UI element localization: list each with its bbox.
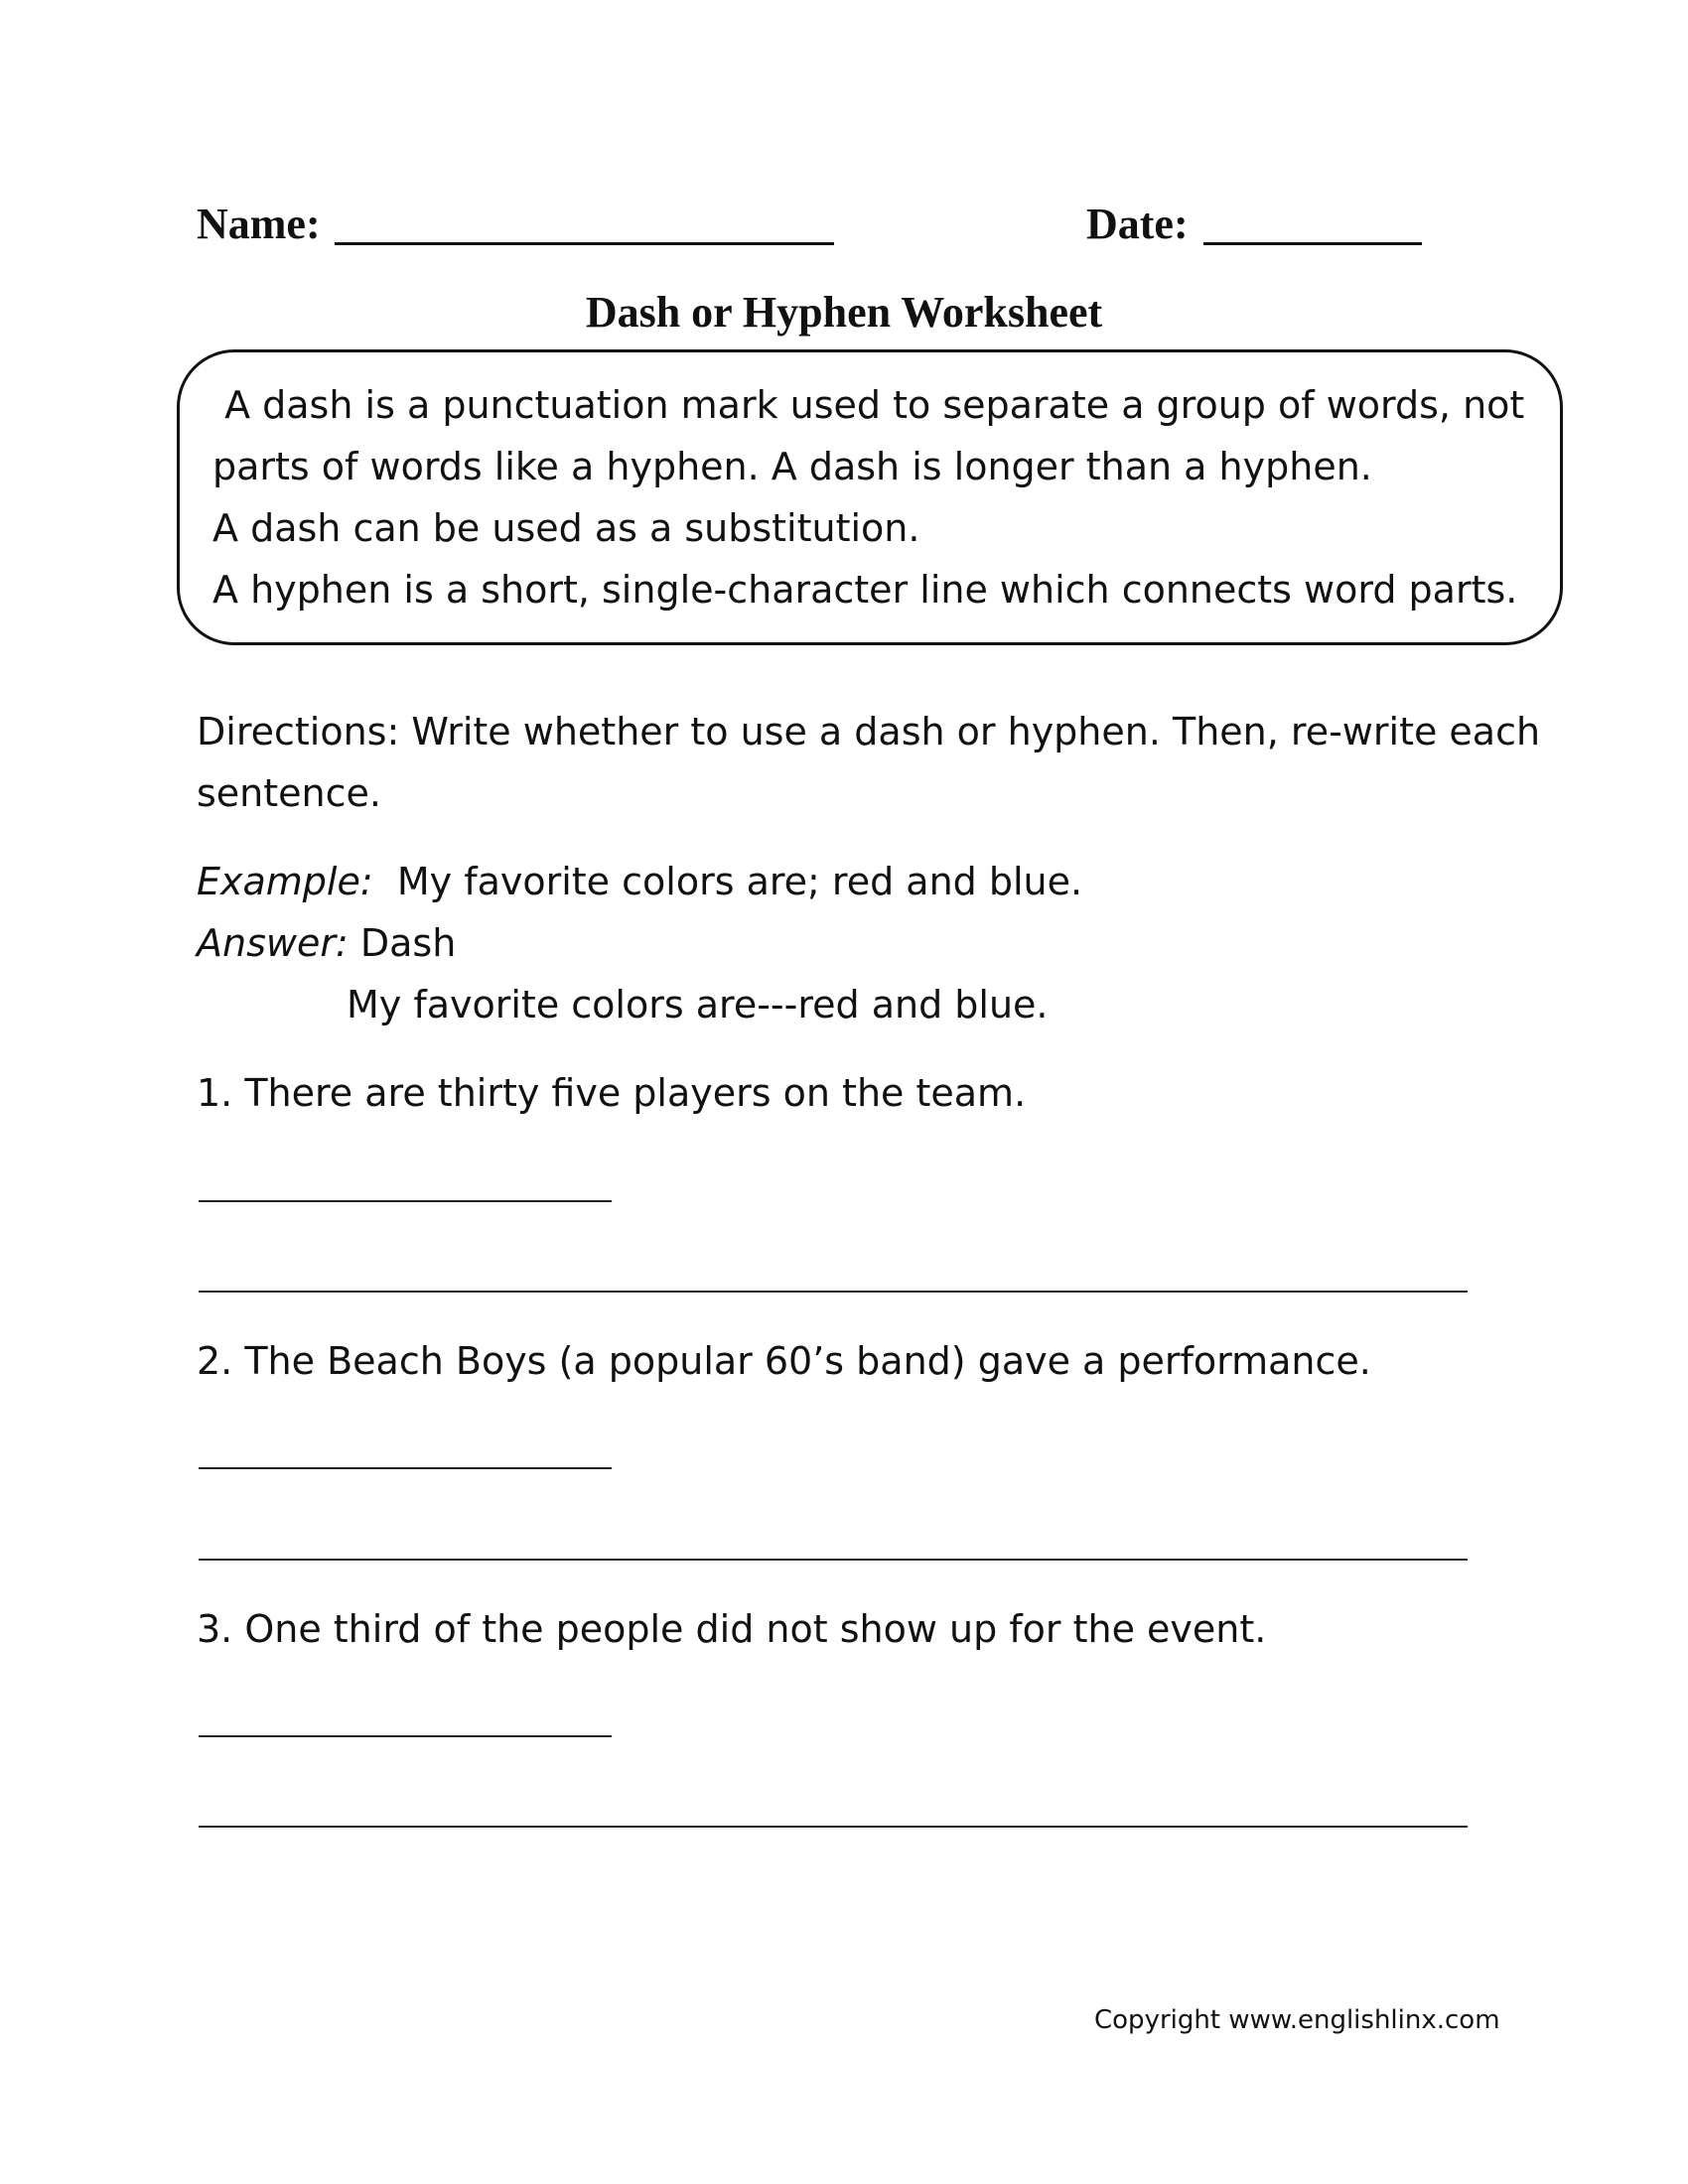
question-3: 3. One third of the people did not show up for the event. xyxy=(197,1607,1267,1651)
example-text: My favorite colors are; red and blue. xyxy=(396,860,1083,903)
definition-line: parts of words like a hyphen. A dash is longer than a hyphen. xyxy=(212,445,1372,488)
definition-line: A hyphen is a short, single-character line which connects word parts. xyxy=(212,568,1518,612)
answer-blank-long[interactable] xyxy=(199,1559,1468,1561)
question-2: 2. The Beach Boys (a popular 60’s band) gave a performance. xyxy=(197,1339,1371,1383)
answer-blank-long[interactable] xyxy=(199,1826,1468,1828)
directions-line: Directions: Write whether to use a dash or hyphen. Then, re-write each xyxy=(197,710,1541,753)
name-field[interactable] xyxy=(335,242,834,245)
answer-label: Answer: xyxy=(197,921,349,965)
answer-blank-long[interactable] xyxy=(199,1291,1468,1293)
example-label: Example: xyxy=(197,860,373,903)
copyright-text: Copyright www.englishlinx.com xyxy=(1094,2005,1500,2035)
answer-rewrite: My favorite colors are---red and blue. xyxy=(347,983,1049,1026)
answer-row xyxy=(197,921,457,965)
definition-line: A dash can be used as a substitution. xyxy=(212,506,920,550)
definition-line: A dash is a punctuation mark used to separate a group of words, not xyxy=(212,383,1525,427)
page-title: Dash or Hyphen Worksheet xyxy=(585,288,1103,337)
date-field[interactable] xyxy=(1203,242,1422,245)
name-label: Name: xyxy=(197,200,321,248)
date-label: Date: xyxy=(1086,200,1189,248)
answer-text: Dash xyxy=(359,921,457,965)
answer-blank-short[interactable] xyxy=(199,1735,612,1737)
answer-blank-short[interactable] xyxy=(199,1467,612,1469)
example-row xyxy=(197,860,1083,903)
directions-line: sentence. xyxy=(197,771,381,815)
question-1: 1. There are thirty five players on the team. xyxy=(197,1071,1027,1115)
answer-blank-short[interactable] xyxy=(199,1200,612,1202)
